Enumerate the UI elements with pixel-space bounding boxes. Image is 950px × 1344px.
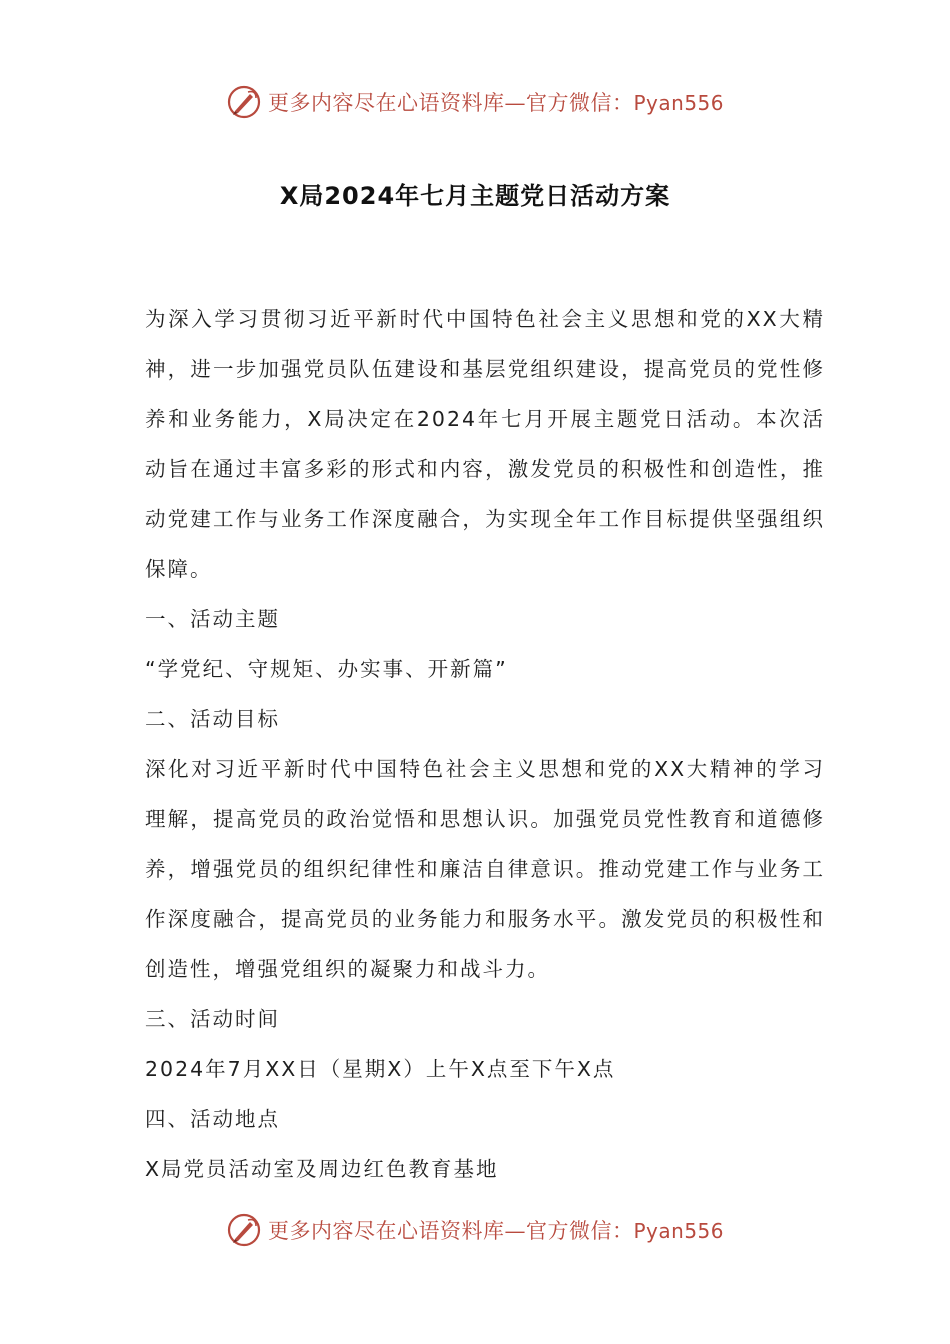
section-heading: 三、活动时间 xyxy=(145,1007,280,1031)
watermark-banner-bottom xyxy=(0,1208,950,1252)
watermark-brand: 更多内容尽在心语资料库—官方微信： xyxy=(267,91,634,115)
section-content: 深化对习近平新时代中国特色社会主义思想和党的XX大精神的学习理解，提高党员的政治觉悟和思想认识。加强党员党性教育和道德修养，增强党员的组织纪律性和廉洁自律意识。推动党建工作与业务工作深度融合，提高党员的业务能力和服务水平。激发党员的积极性和创造性，增强党组织的凝聚力和战斗力。 xyxy=(145,757,825,981)
watermark-banner-top xyxy=(0,80,950,124)
pen-logo-icon xyxy=(226,84,262,120)
watermark-brand: 更多内容尽在心语资料库—官方微信： xyxy=(267,1219,634,1243)
section-heading: 一、活动主题 xyxy=(145,607,280,631)
document-title: X局2024年七月主题党日活动方案 xyxy=(279,182,671,210)
watermark-text xyxy=(268,1215,724,1245)
document-body xyxy=(145,294,825,1194)
section-heading: 四、活动地点 xyxy=(145,1107,280,1131)
pen-logo-icon xyxy=(226,1212,262,1248)
section-content: 2024年7月XX日（星期X）上午X点至下午X点 xyxy=(145,1057,616,1081)
watermark-account: Pyan556 xyxy=(633,91,724,115)
intro-paragraph: 为深入学习贯彻习近平新时代中国特色社会主义思想和党的XX大精神，进一步加强党员队伍建设和基层党组织建设，提高党员的党性修养和业务能力，X局决定在2024年七月开展主题党日活动。本次活动旨在通过丰富多彩的形式和内容，激发党员的积极性和创造性，推动党建工作与业务工作深度融合，为实现全年工作目标提供坚强组织保障。 xyxy=(145,307,825,581)
watermark-account: Pyan556 xyxy=(633,1219,724,1243)
section-heading: 二、活动目标 xyxy=(145,707,280,731)
section-content: X局党员活动室及周边红色教育基地 xyxy=(145,1157,499,1181)
section-content: “学党纪、守规矩、办实事、开新篇” xyxy=(145,657,508,681)
watermark-text xyxy=(268,87,724,117)
